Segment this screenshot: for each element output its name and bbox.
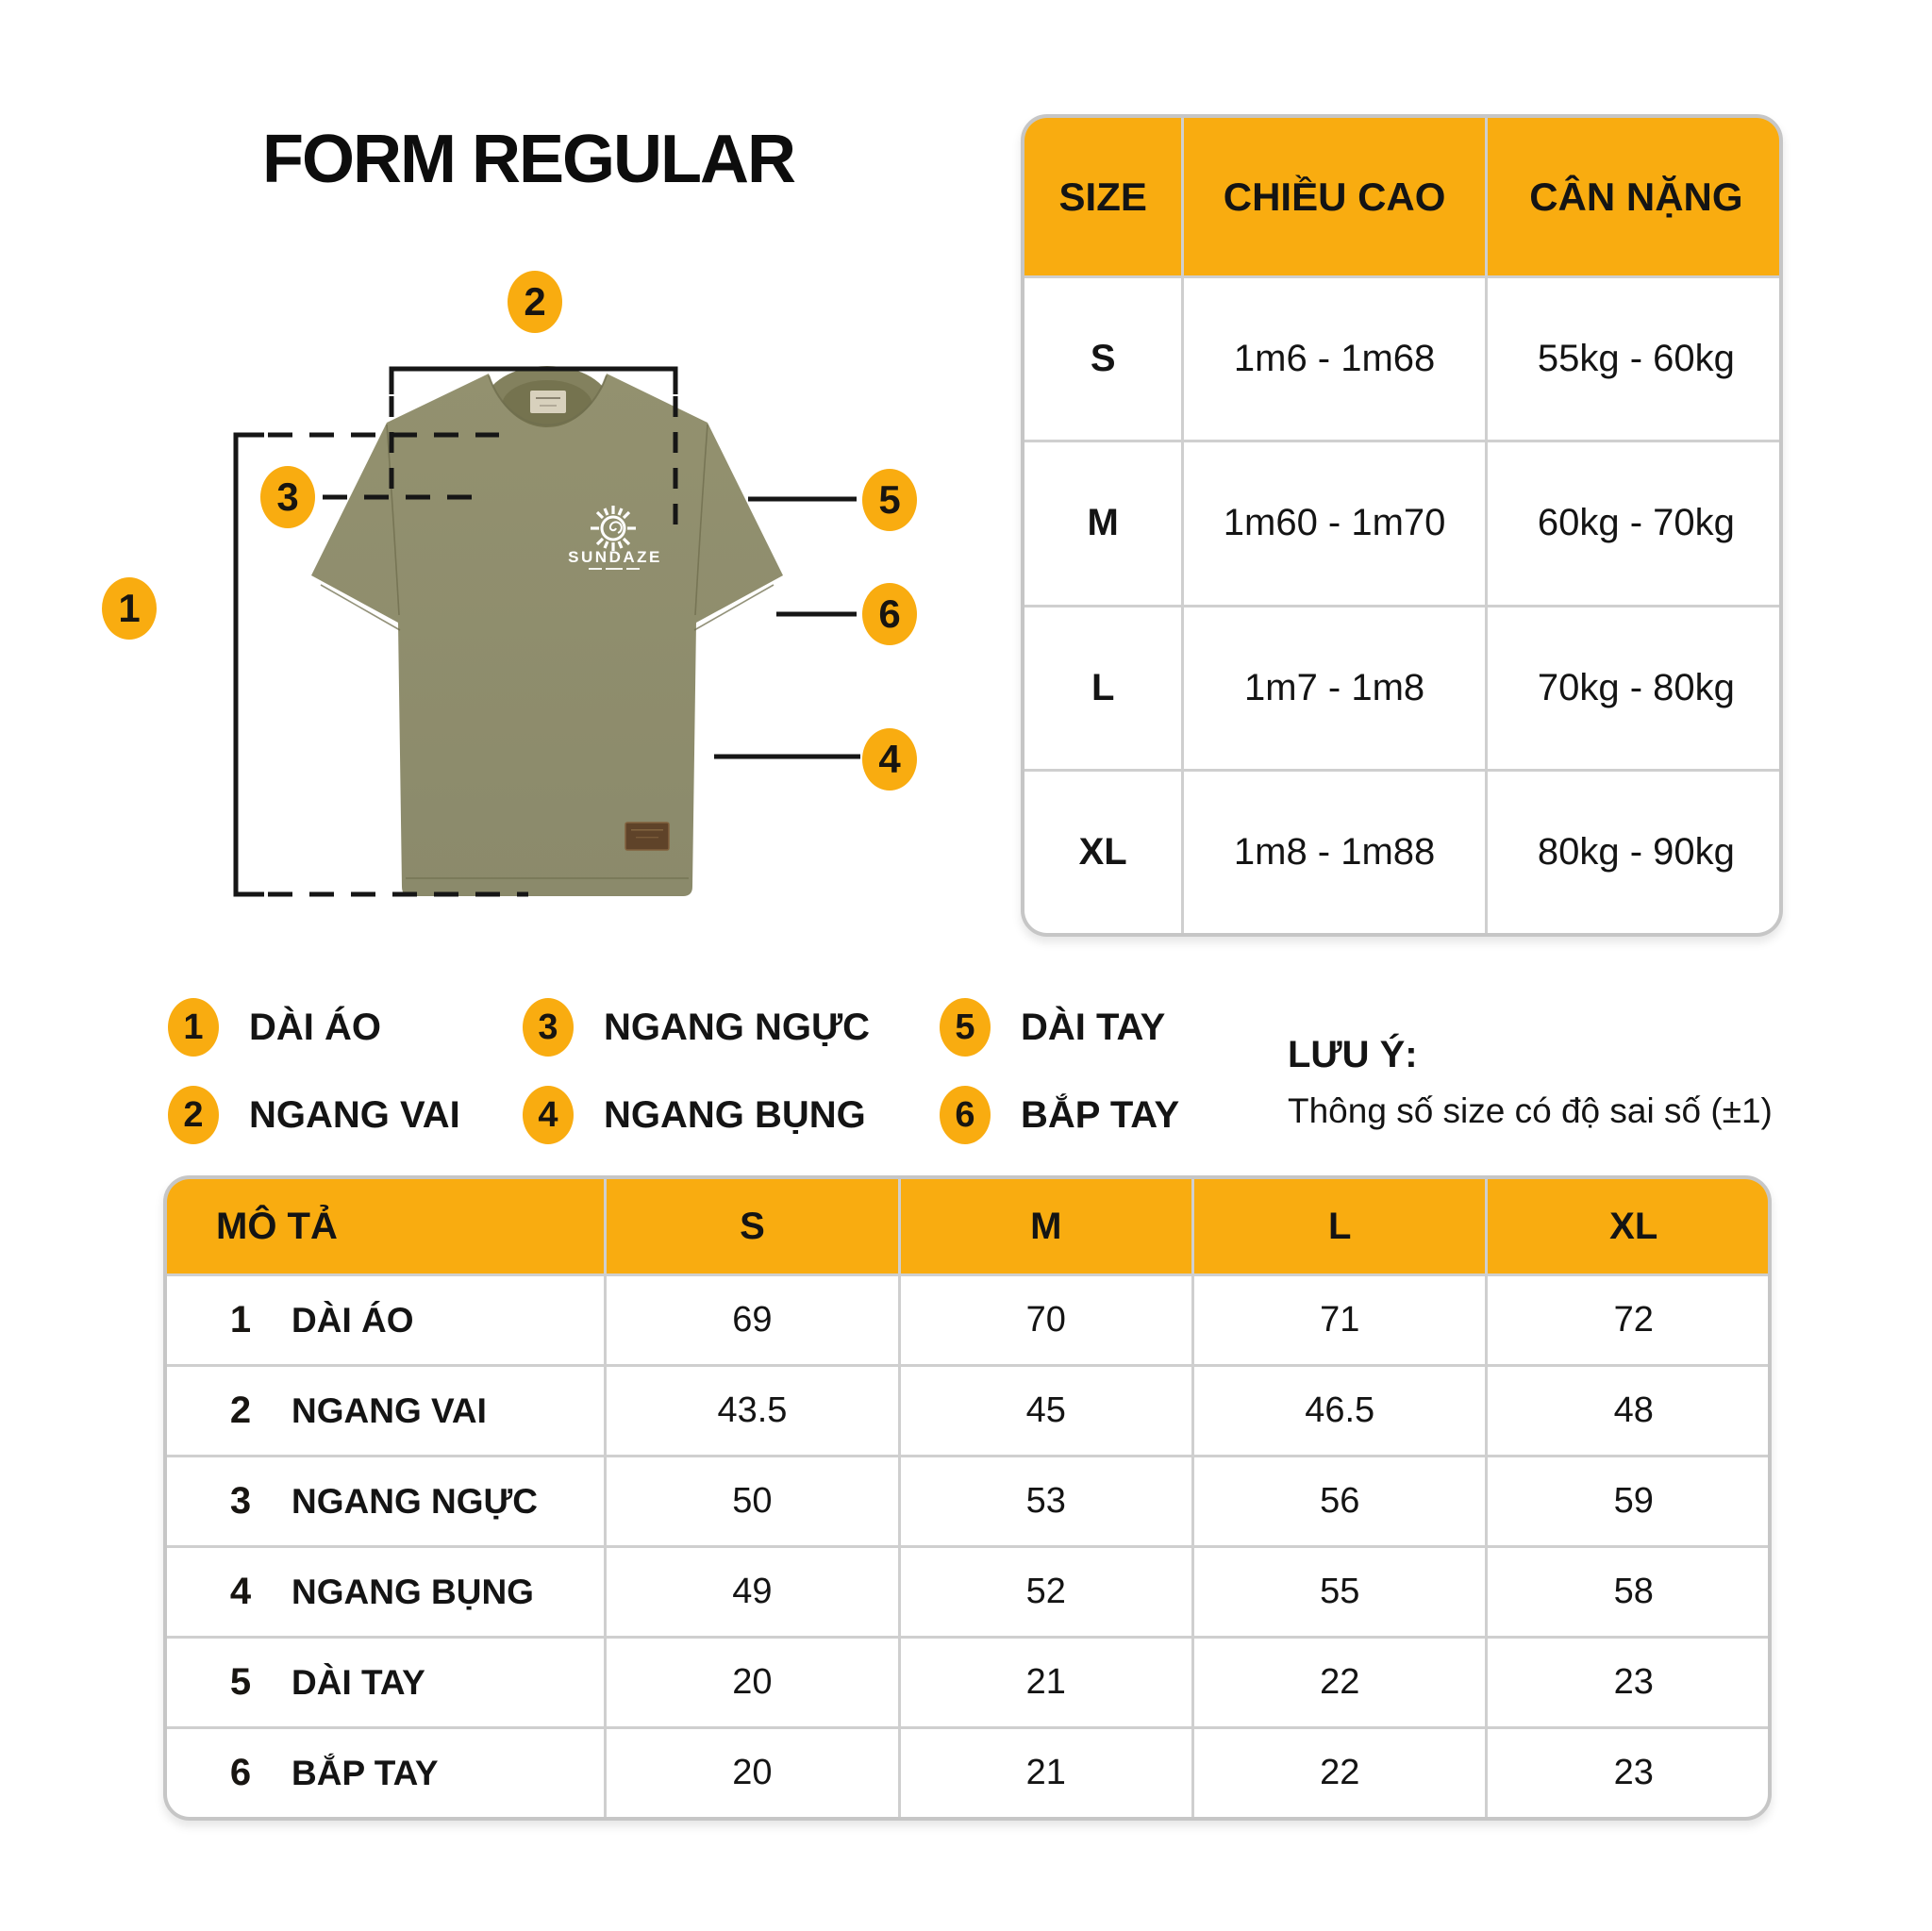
measure-row-label <box>167 1639 604 1726</box>
measure-row-label <box>167 1276 604 1364</box>
height-cell: 1m6 - 1m68 <box>1184 278 1484 440</box>
row-label: DÀI TAY <box>291 1662 425 1702</box>
callout-5: 5 <box>862 469 917 531</box>
size-cell: S <box>1024 278 1181 440</box>
callout-3: 3 <box>260 466 315 528</box>
height-cell: 1m7 - 1m8 <box>1184 608 1484 769</box>
measure-value: 43.5 <box>607 1367 897 1455</box>
legend-num-5: 5 <box>940 998 991 1057</box>
measure-value: 71 <box>1194 1276 1486 1364</box>
measure-value: 58 <box>1488 1548 1772 1636</box>
legend-item-2 <box>168 1086 460 1144</box>
measure-value: 23 <box>1488 1639 1772 1726</box>
measure-value: 20 <box>607 1639 897 1726</box>
row-num: 5 <box>216 1656 265 1710</box>
note-title: LƯU Ý: <box>1288 1034 1418 1075</box>
measure-value: 21 <box>901 1639 1191 1726</box>
size-cell: XL <box>1024 772 1181 933</box>
measure-value: 23 <box>1488 1729 1772 1817</box>
logo-brand-text: SUNDAZE <box>568 548 662 566</box>
legend-num-3: 3 <box>523 998 574 1057</box>
measurement-lines <box>75 245 924 962</box>
legend-item-5 <box>940 998 1165 1057</box>
page-title: FORM REGULAR <box>262 122 794 197</box>
legend-item-6 <box>940 1086 1179 1144</box>
weight-cell: 60kg - 70kg <box>1488 442 1783 604</box>
measure-value: 56 <box>1194 1457 1486 1545</box>
size-cell: M <box>1024 442 1181 604</box>
measure-header-desc: MÔ TẢ <box>167 1179 604 1273</box>
measure-value: 72 <box>1488 1276 1772 1364</box>
legend-num-1: 1 <box>168 998 219 1057</box>
callout-4: 4 <box>862 728 917 791</box>
callout-6: 6 <box>862 583 917 645</box>
weight-cell: 80kg - 90kg <box>1488 772 1783 933</box>
weight-cell: 70kg - 80kg <box>1488 608 1783 769</box>
row-num: 1 <box>216 1293 265 1348</box>
legend-item-1 <box>168 998 381 1057</box>
note-text: Thông số size có độ sai số (±1) <box>1288 1091 1773 1130</box>
row-label: NGANG NGỰC <box>291 1481 538 1521</box>
measure-value: 22 <box>1194 1729 1486 1817</box>
size-cell: L <box>1024 608 1181 769</box>
measure-header-s: S <box>607 1179 897 1273</box>
legend-label-5: DÀI TAY <box>1021 1006 1166 1048</box>
measure-value: 45 <box>901 1367 1191 1455</box>
tolerance-note <box>1288 1034 1797 1131</box>
measure-value: 69 <box>607 1276 897 1364</box>
row-num: 6 <box>216 1746 265 1801</box>
legend-label-3: NGANG NGỰC <box>604 1006 871 1048</box>
measure-row-label <box>167 1367 604 1455</box>
row-label: BẮP TAY <box>291 1753 439 1792</box>
measurements-table <box>163 1175 1772 1821</box>
height-cell: 1m60 - 1m70 <box>1184 442 1484 604</box>
legend-num-6: 6 <box>940 1086 991 1144</box>
legend-label-4: NGANG BỤNG <box>604 1093 866 1136</box>
measure-row-label <box>167 1729 604 1817</box>
size-table-header-height: CHIỀU CAO <box>1184 118 1484 275</box>
measure-value: 48 <box>1488 1367 1772 1455</box>
measure-value: 46.5 <box>1194 1367 1486 1455</box>
size-table-header-size: SIZE <box>1024 118 1181 275</box>
legend-label-1: DÀI ÁO <box>249 1006 381 1048</box>
callout-2: 2 <box>508 271 562 333</box>
measure-value: 22 <box>1194 1639 1486 1726</box>
measure-header-xl: XL <box>1488 1179 1772 1273</box>
legend-label-6: BẮP TAY <box>1021 1093 1180 1136</box>
height-cell: 1m8 - 1m88 <box>1184 772 1484 933</box>
row-num: 2 <box>216 1384 265 1439</box>
measure-value: 49 <box>607 1548 897 1636</box>
row-num: 3 <box>216 1474 265 1529</box>
size-table-header-weight: CÂN NẶNG <box>1488 118 1783 275</box>
measure-value: 59 <box>1488 1457 1772 1545</box>
measure-value: 50 <box>607 1457 897 1545</box>
legend-item-4 <box>523 1086 866 1144</box>
measure-value: 21 <box>901 1729 1191 1817</box>
legend-item-3 <box>523 998 870 1057</box>
legend-label-2: NGANG VAI <box>249 1093 460 1136</box>
row-label: DÀI ÁO <box>291 1300 414 1340</box>
callout-1: 1 <box>102 577 157 640</box>
measure-value: 55 <box>1194 1548 1486 1636</box>
weight-cell: 55kg - 60kg <box>1488 278 1783 440</box>
measure-value: 52 <box>901 1548 1191 1636</box>
measure-row-label <box>167 1457 604 1545</box>
row-label: NGANG BỤNG <box>291 1572 534 1611</box>
legend-num-2: 2 <box>168 1086 219 1144</box>
measure-header-m: M <box>901 1179 1191 1273</box>
measure-header-l: L <box>1194 1179 1486 1273</box>
row-label: NGANG VAI <box>291 1390 487 1430</box>
measure-value: 53 <box>901 1457 1191 1545</box>
legend-num-4: 4 <box>523 1086 574 1144</box>
measure-value: 20 <box>607 1729 897 1817</box>
measure-value: 70 <box>901 1276 1191 1364</box>
measure-row-label <box>167 1548 604 1636</box>
size-recommendation-table <box>1021 114 1783 937</box>
row-num: 4 <box>216 1565 265 1620</box>
